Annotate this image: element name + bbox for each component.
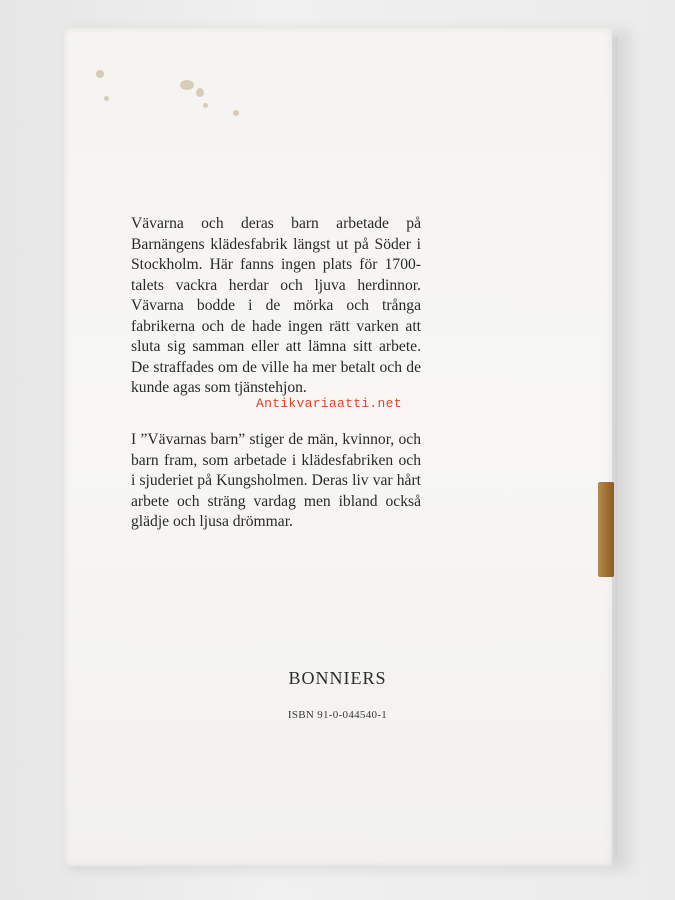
stain-mark bbox=[196, 88, 204, 97]
blurb-paragraph-1-text: Vävarna och deras barn arbetade på Barnängens klädesfabrik längst ut på Söder i Stockholm. Här fanns ingen plats för 1700-talets vackra herdar och ljuva herdinnor. Vävarna bodde i de mörka och trånga fabrikerna och de hade ingen rätt varken att sluta sig samman eller att lämna sitt arbete. De straffades om de ville ha mer betalt och de kunde agas som tjänstehjon. bbox=[131, 215, 421, 396]
blurb-paragraph bbox=[131, 214, 421, 399]
watermark-text: Antikvariaatti.net bbox=[256, 396, 402, 411]
blurb-paragraph-2-text: I ”Vävarnas barn” stiger de män, kvinnor, och barn fram, som arbetade i klädesfabriken och i sjuderiet på Kungsholmen. Deras liv var hårt arbete och sträng vardag men ibland också glädje och ljusa drömmar. bbox=[131, 431, 421, 530]
stain-mark bbox=[233, 110, 239, 116]
stain-mark bbox=[96, 70, 104, 78]
blurb-paragraph bbox=[131, 430, 421, 533]
stain-mark bbox=[203, 103, 208, 108]
stain-mark bbox=[180, 80, 194, 90]
stain-mark bbox=[104, 96, 109, 101]
publisher-name: BONNIERS bbox=[288, 668, 387, 688]
torn-cover-edge bbox=[598, 482, 614, 577]
isbn-number: ISBN 91-0-044540-1 bbox=[287, 709, 388, 721]
